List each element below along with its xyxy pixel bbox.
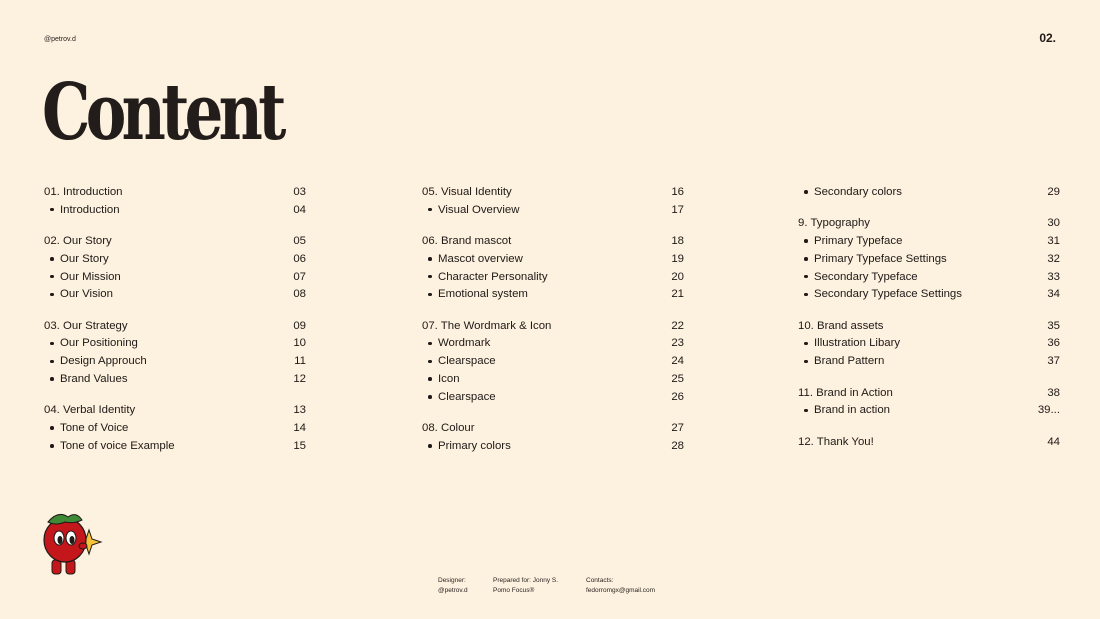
toc-item[interactable] (798, 183, 1060, 201)
toc-item-label: Primary Typeface Settings (798, 253, 947, 265)
toc-section-title: 9. Typography (798, 217, 870, 230)
toc-item[interactable] (422, 268, 684, 286)
toc-item-label: Emotional system (422, 288, 528, 300)
footer-contacts (586, 576, 655, 596)
toc-item[interactable] (798, 268, 1060, 286)
toc-item-label: Design Approuch (44, 355, 147, 367)
toc-page-number: 37 (1047, 355, 1060, 368)
page-number: 02. (1039, 31, 1056, 45)
toc-section-title: 01. Introduction (44, 185, 123, 198)
toc-item[interactable] (798, 352, 1060, 370)
toc-page-number: 27 (671, 422, 684, 435)
toc-item[interactable] (422, 370, 684, 388)
toc-item-label: Tone of voice Example (44, 440, 175, 452)
toc-page-number: 44 (1047, 435, 1060, 448)
toc-item-label: Visual Overview (422, 204, 519, 216)
toc-section (422, 419, 684, 455)
toc-item[interactable] (44, 268, 306, 286)
footer-contacts-label: Contacts: (586, 577, 614, 584)
toc-section (422, 232, 684, 303)
toc-page-number: 16 (671, 185, 684, 198)
toc-section-title: 10. Brand assets (798, 319, 884, 332)
toc-item[interactable] (798, 285, 1060, 303)
toc-item-label: Secondary Typeface Settings (798, 288, 962, 300)
toc-section (422, 317, 684, 406)
toc-item-label: Our Positioning (44, 337, 138, 349)
toc-item-label: Illustration Libary (798, 337, 900, 349)
toc-section (44, 401, 306, 454)
toc-page-number: 13 (293, 404, 306, 417)
toc-section (44, 183, 306, 219)
toc-page-number: 17 (671, 203, 684, 216)
toc-section-heading[interactable] (798, 214, 1060, 232)
toc-item-label: Brand Values (44, 373, 128, 385)
toc-page-number: 04 (293, 203, 306, 216)
toc-item[interactable] (44, 419, 306, 437)
toc-section (44, 232, 306, 303)
toc-item[interactable] (422, 437, 684, 455)
toc-item-label: Icon (422, 373, 460, 385)
toc-page-number: 09 (293, 319, 306, 332)
toc-item-label: Secondary Typeface (798, 271, 918, 283)
toc-section-heading[interactable] (422, 232, 684, 250)
toc-item[interactable] (422, 388, 684, 406)
toc-section-heading[interactable] (44, 401, 306, 419)
toc-section-heading[interactable] (798, 433, 1060, 451)
toc-item-label: Brand in action (798, 404, 890, 416)
footer-prepared-value: Pomo Focus® (493, 587, 535, 594)
toc-page-number: 23 (671, 337, 684, 350)
toc-item-label: Tone of Voice (44, 422, 128, 434)
toc-section-title: 02. Our Story (44, 234, 112, 247)
toc-item[interactable] (44, 335, 306, 353)
toc-page-number: 19 (671, 252, 684, 265)
toc-item[interactable] (44, 201, 306, 219)
toc-page-number: 26 (671, 390, 684, 403)
toc-section-title: 07. The Wordmark & Icon (422, 319, 552, 332)
toc-section (422, 183, 684, 219)
tomato-mascot-icon (40, 508, 104, 578)
toc-item-label: Mascot overview (422, 253, 523, 265)
toc-page-number: 12 (293, 373, 306, 386)
toc-section (798, 317, 1060, 370)
toc-column-1 (44, 183, 306, 468)
toc-section (798, 433, 1060, 451)
toc-section (798, 384, 1060, 420)
toc-item-label: Brand Pattern (798, 355, 884, 367)
footer-prepared-label: Prepared for: Jonny S. (493, 577, 559, 584)
toc-page-number: 36 (1047, 337, 1060, 350)
toc-page-number: 06 (293, 252, 306, 265)
toc-page-number: 29 (1047, 185, 1060, 198)
toc-section-heading[interactable] (422, 183, 684, 201)
toc-page-number: 38 (1047, 386, 1060, 399)
toc-item[interactable] (44, 437, 306, 455)
toc-item[interactable] (422, 201, 684, 219)
toc-section-heading[interactable] (798, 384, 1060, 402)
footer-designer-label: Designer: (438, 577, 466, 584)
toc-column-2 (422, 183, 684, 468)
toc-item[interactable] (798, 401, 1060, 419)
toc-item[interactable] (44, 285, 306, 303)
toc-section (798, 214, 1060, 303)
toc-item-label: Our Vision (44, 288, 113, 300)
toc-section-heading[interactable] (422, 419, 684, 437)
toc-section-heading[interactable] (44, 232, 306, 250)
toc-section-heading[interactable] (44, 317, 306, 335)
toc-item[interactable] (798, 335, 1060, 353)
toc-page-number: 20 (671, 270, 684, 283)
footer-designer (438, 576, 468, 596)
toc-page-number: 10 (293, 337, 306, 350)
toc-item-label: Wordmark (422, 337, 490, 349)
toc-item-label: Primary Typeface (798, 235, 902, 247)
toc-section-title: 08. Colour (422, 422, 475, 435)
toc-page-number: 31 (1047, 234, 1060, 247)
toc-page-number: 33 (1047, 270, 1060, 283)
page-title: Content (42, 67, 282, 158)
toc-section-heading[interactable] (44, 183, 306, 201)
toc-item[interactable] (44, 250, 306, 268)
toc-page-number: 35 (1047, 319, 1060, 332)
toc-section-title: 06. Brand mascot (422, 234, 512, 247)
toc-page-number: 21 (671, 288, 684, 301)
toc-page-number: 15 (293, 439, 306, 452)
toc-item[interactable] (422, 352, 684, 370)
toc-page-number: 14 (293, 422, 306, 435)
toc-item-label: Primary colors (422, 440, 511, 452)
toc-item[interactable] (798, 232, 1060, 250)
toc-item[interactable] (44, 370, 306, 388)
toc-page-number: 30 (1047, 217, 1060, 230)
toc-item-label: Clearspace (422, 391, 496, 403)
toc-page-number: 39... (1037, 404, 1060, 417)
toc-item-label: Our Mission (44, 271, 121, 283)
toc-page-number: 28 (671, 439, 684, 452)
toc-item[interactable] (44, 352, 306, 370)
toc-page-number: 05 (293, 234, 306, 247)
toc-item[interactable] (422, 285, 684, 303)
toc-section-title: 04. Verbal Identity (44, 404, 136, 417)
toc-page-number: 22 (671, 319, 684, 332)
footer-prepared (493, 576, 558, 596)
mascot (40, 508, 104, 578)
toc-item[interactable] (422, 335, 684, 353)
toc-item-label: Introduction (44, 204, 120, 216)
toc-item-label: Clearspace (422, 355, 496, 367)
toc-page-number: 03 (293, 185, 306, 198)
toc-page-number: 08 (293, 288, 306, 301)
toc-section-title: 03. Our Strategy (44, 319, 128, 332)
toc-item-label: Secondary colors (798, 186, 902, 198)
toc-page-number: 11 (294, 355, 306, 368)
toc-page-number: 18 (671, 234, 684, 247)
handle: @petrov.d (44, 36, 76, 43)
toc-page-number: 32 (1047, 252, 1060, 265)
toc-section-heading[interactable] (422, 317, 684, 335)
toc-section-title: 11. Brand in Action (798, 386, 893, 399)
toc-section (44, 317, 306, 388)
toc-item-label: Our Story (44, 253, 109, 265)
toc-item[interactable] (422, 250, 684, 268)
toc-section (798, 183, 1060, 201)
footer-designer-value: @petrov.d (438, 587, 468, 594)
toc-section-title: 05. Visual Identity (422, 185, 512, 198)
toc-page-number: 24 (671, 355, 684, 368)
toc-item-label: Character Personality (422, 271, 548, 283)
toc-column-3 (798, 183, 1060, 464)
toc-section-heading[interactable] (798, 317, 1060, 335)
toc-page-number: 34 (1047, 288, 1060, 301)
toc-page-number: 25 (671, 373, 684, 386)
toc-section-title: 12. Thank You! (798, 435, 874, 448)
toc-item[interactable] (798, 250, 1060, 268)
footer-contacts-value: fedorromgx@gmail.com (586, 587, 656, 594)
toc-page-number: 07 (293, 270, 306, 283)
